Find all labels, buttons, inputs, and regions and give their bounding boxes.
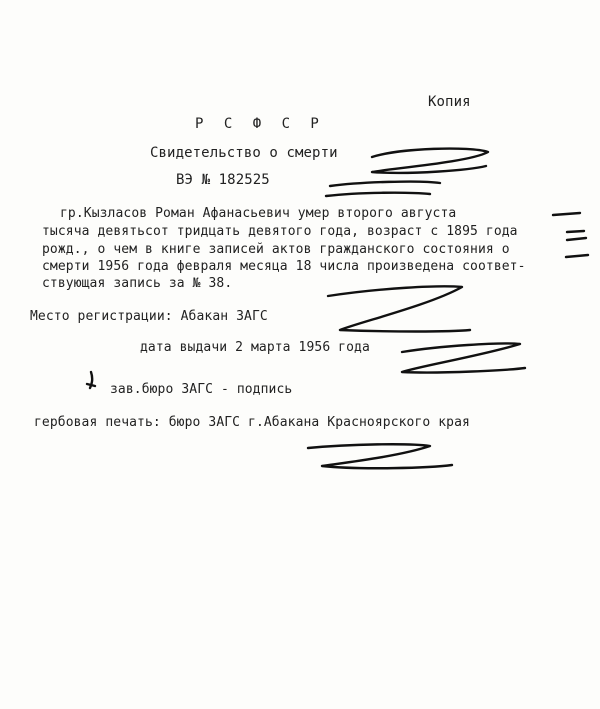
- signature-line: зав.бюро ЗАГС - подпись: [110, 382, 293, 397]
- state-header: Р С Ф С Р: [195, 116, 325, 132]
- seal-line: гербовая печать: бюро ЗАГС г.Абакана Красноярского края: [34, 415, 470, 430]
- scribble-title: [372, 149, 488, 173]
- registration-place: Место регистрации: Абакан ЗАГС: [30, 309, 268, 324]
- scribble-bottom: [308, 444, 452, 468]
- certificate-number: ВЭ № 182525: [176, 172, 270, 188]
- scribble-right-1: [553, 213, 580, 215]
- scribble-z: [328, 286, 470, 331]
- issue-date: дата выдачи 2 марта 1956 года: [140, 340, 370, 355]
- body-line-1: гр.Кызласов Роман Афанасьевич умер второго августа: [60, 206, 457, 221]
- copy-label: Копия: [428, 94, 471, 110]
- body-line-4: смерти 1956 года февраля месяца 18 числа произведена соответ-: [42, 259, 526, 274]
- body-line-2: тысяча девятьсот тридцать девятого года, возраст с 1895 года: [42, 224, 518, 239]
- scribble-large: [402, 343, 525, 372]
- scribble-right-3: [566, 255, 588, 257]
- body-line-3: рожд., о чем в книге записей актов гражданского состояния о: [42, 242, 510, 257]
- scribble-small-mark: [87, 372, 95, 388]
- scribble-number: [326, 182, 440, 196]
- document-title: Свидетельство о смерти: [150, 145, 338, 161]
- body-line-5: ствующая запись за № 38.: [42, 276, 233, 291]
- scribble-right-2: [567, 231, 586, 240]
